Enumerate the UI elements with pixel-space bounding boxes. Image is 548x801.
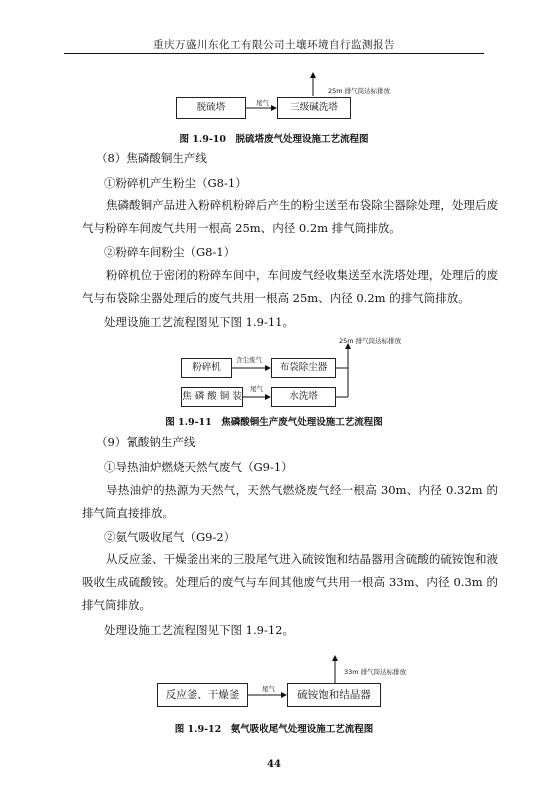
- section8-item1-text: 焦磷酸铜产品进入粉碎机粉碎后产生的粉尘送至布袋除尘器除处理，处理后废气与粉碎车间废气共用一根高 25m、内径 0.2m 排气筒排放。: [82, 198, 498, 235]
- section8-figure-ref: 处理设施工艺流程图见下图 1.9-11。: [104, 315, 294, 329]
- fig12-outlet-label: 33m 排气筒达标排放: [344, 668, 407, 676]
- fig10-box-alkali-washer: 三级碱洗塔: [277, 97, 351, 119]
- section8-item2-text: 粉碎机位于密闭的粉碎车间中，车间废气经收集送至水洗塔处理，处理后的废气与布袋除尘器处理后的废气共用一根高 25m、内径 0.2m 的排气筒排放。: [82, 268, 498, 305]
- fig11-box-water-scrubber: 水洗塔: [271, 387, 336, 407]
- fig12-caption: 图 1.9-12 氨气吸收尾气处理设施工艺流程图: [174, 724, 374, 735]
- section8-heading: （8）焦磷酸铜生产线: [96, 151, 207, 165]
- section8-item1-title: ①粉碎机产生粉尘（G8-1）: [104, 176, 247, 190]
- fig10-arrow-label: 尾气: [256, 99, 269, 107]
- fig11-box-copper-pyrophosphate: 焦 磷 酸 铜 装: [181, 387, 243, 407]
- section9-item1-text: 导热油炉的热源为天然气，天然气燃烧废气经一根高 30m、内径 0.32m 的排气筒直接排放。: [82, 483, 498, 520]
- fig10-outlet-label: 25m 排气筒达标排放: [328, 87, 391, 95]
- fig11-box-crusher: 粉碎机: [181, 358, 232, 378]
- page-header: 重庆万盛川东化工有限公司土壤环境自行监测报告: [153, 39, 395, 51]
- section9-figure-ref: 处理设施工艺流程图见下图 1.9-12。: [104, 623, 294, 637]
- fig11-label-tail-gas: 尾气: [250, 385, 263, 393]
- fig11-caption: 图 1.9-11 焦磷酸铜生产废气处理设施工艺流程图: [165, 417, 383, 428]
- fig12-box-crystallizer: 硫铵饱和结晶器: [287, 683, 381, 707]
- fig11-outlet-label: 25m 排气筒达标排放: [339, 337, 402, 345]
- fig12-arrow-label: 尾气: [262, 685, 275, 693]
- section9-item2-text: 从反应釜、干燥釜出来的三股尾气进入硫铵饱和结晶器用含硫酸的硫铵饱和液吸收生成硫酸铵。处理后的废气与车间其他废气共用一根高 33m、内径 0.3m 的排气筒排放。: [82, 552, 498, 612]
- fig10-box-desulfurization: 脱硫塔: [176, 97, 246, 119]
- fig11-label-dusty-gas: 含尘废气: [236, 356, 262, 364]
- section9-item1-title: ①导热油炉燃烧天然气废气（G9-1）: [104, 460, 293, 474]
- fig11-box-bag-filter: 布袋除尘器: [271, 358, 336, 378]
- fig10-caption: 图 1.9-10 脱硫塔废气处理设施工艺流程图: [179, 134, 369, 145]
- section9-heading: （9）氰酸钠生产线: [96, 435, 196, 449]
- section8-item2-title: ②粉碎车间粉尘（G8-1）: [104, 245, 236, 259]
- fig12-box-reactor-dryer: 反应釜、干燥釜: [157, 683, 248, 707]
- page-number: 44: [267, 759, 281, 770]
- section9-item2-title: ②氨气吸收尾气（G9-2）: [104, 530, 236, 544]
